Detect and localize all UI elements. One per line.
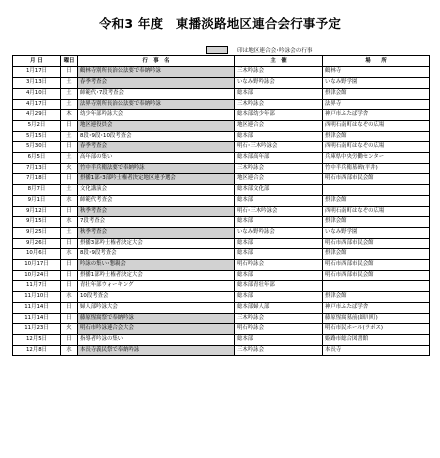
day-cell: 火 [61, 324, 78, 335]
event-cell: 春季考査会 [78, 142, 235, 153]
day-cell: 土 [61, 227, 78, 238]
table-row [13, 249, 430, 260]
event-cell: 本長寺義民祭で奉納吟詠 [78, 345, 235, 356]
day-cell: 土 [61, 99, 78, 110]
table-body [13, 67, 430, 356]
table-row [13, 99, 430, 110]
date-cell: 5月2日 [13, 120, 61, 131]
day-cell: 土 [61, 131, 78, 142]
day-cell: 日 [61, 174, 78, 185]
host-cell: 総本部幼少年部 [235, 110, 323, 121]
day-cell: 土 [61, 185, 78, 196]
place-cell: 神戸市ふたば学舎 [323, 110, 430, 121]
day-cell: 火 [61, 163, 78, 174]
event-cell: 7段考査会 [78, 217, 235, 228]
host-cell: 総本部青壮年部 [235, 281, 323, 292]
event-cell: 8段･9段･10段考査会 [78, 131, 235, 142]
event-cell: 高年部の集い [78, 153, 235, 164]
place-cell: 西明石南町はなぞの広場 [323, 206, 430, 217]
table-row [13, 270, 430, 281]
host-cell: 総本部 [235, 249, 323, 260]
date-cell: 9月12日 [13, 206, 61, 217]
table-row [13, 302, 430, 313]
day-cell: 日 [61, 313, 78, 324]
table-row [13, 334, 430, 345]
event-cell: 摂播1部･3部吟士権者決定地区連予選会 [78, 174, 235, 185]
day-cell: 日 [61, 238, 78, 249]
date-cell: 7月18日 [13, 174, 61, 185]
table-row [13, 313, 430, 324]
table-row [13, 292, 430, 303]
host-cell: いなみ野吟詠会 [235, 78, 323, 89]
event-cell: 地区連役員会 [78, 120, 235, 131]
header-host: 主 催 [235, 56, 323, 67]
header-row [13, 56, 430, 67]
place-cell: 神戸市ふたば学舎 [323, 302, 430, 313]
date-cell: 10月17日 [13, 260, 61, 271]
header-day: 曜日 [61, 56, 78, 67]
day-cell: 日 [61, 67, 78, 78]
day-cell: 日 [61, 260, 78, 271]
day-cell: 土 [61, 78, 78, 89]
day-cell: 日 [61, 206, 78, 217]
place-cell: 法界寺 [323, 99, 430, 110]
date-cell: 3月13日 [13, 78, 61, 89]
table-row [13, 110, 430, 121]
host-cell: 総本部 [235, 131, 323, 142]
event-cell: 幼少年部吟詠大会 [78, 110, 235, 121]
event-cell: 師範代考査会 [78, 195, 235, 206]
table-row [13, 206, 430, 217]
table-row [13, 131, 430, 142]
date-cell: 10月6日 [13, 249, 61, 260]
table-row [13, 238, 430, 249]
date-cell: 9月25日 [13, 227, 61, 238]
host-cell: 三木吟詠会 [235, 67, 323, 78]
date-cell: 4月29日 [13, 110, 61, 121]
place-cell: 摂津会館 [323, 249, 430, 260]
host-cell: 総本部 [235, 270, 323, 281]
host-cell: 地区連合会 [235, 174, 323, 185]
date-cell: 9月26日 [13, 238, 61, 249]
day-cell: 日 [61, 142, 78, 153]
event-cell: 明石市吟詠連合会大会 [78, 324, 235, 335]
table-row [13, 78, 430, 89]
host-cell: 明石･三木吟詠会 [235, 142, 323, 153]
date-cell: 11月14日 [13, 302, 61, 313]
legend-text: 印は地区連合会･吟詠会の行事 [237, 48, 313, 54]
table-row [13, 195, 430, 206]
host-cell: 総本部 [235, 238, 323, 249]
host-cell: 総本部 [235, 334, 323, 345]
event-cell: 吟詠の集い･懇親会 [78, 260, 235, 271]
day-cell: 日 [61, 120, 78, 131]
date-cell: 10月24日 [13, 270, 61, 281]
day-cell: 水 [61, 217, 78, 228]
place-cell: 西明石南町はなぞの広場 [323, 120, 430, 131]
host-cell: 明石吟詠会 [235, 260, 323, 271]
date-cell: 9月15日 [13, 217, 61, 228]
event-cell: 10段考査会 [78, 292, 235, 303]
event-cell: 秋季考査会 [78, 206, 235, 217]
event-cell: 師範代･7段考査会 [78, 88, 235, 99]
date-cell: 8月7日 [13, 185, 61, 196]
date-cell: 11月7日 [13, 281, 61, 292]
event-cell: 摂播1部吟士権者決定大会 [78, 270, 235, 281]
day-cell: 日 [61, 270, 78, 281]
place-cell: 明石市西部市民会館 [323, 270, 430, 281]
table-row [13, 153, 430, 164]
host-cell: 総本部 [235, 88, 323, 99]
place-cell: いなみ野学園 [323, 78, 430, 89]
page-title: 令和3 年度 東播淡路地区連合会行事予定 [98, 16, 342, 31]
host-cell: 総本部高年部 [235, 153, 323, 164]
header-event: 行 事 名 [78, 56, 235, 67]
host-cell: 総本部 [235, 195, 323, 206]
day-cell: 日 [61, 334, 78, 345]
host-cell: 総本部婦人部 [235, 302, 323, 313]
table-row [13, 345, 430, 356]
day-cell: 水 [61, 195, 78, 206]
place-cell: いなみ野学園 [323, 227, 430, 238]
place-cell: 明石市西部市民会館 [323, 238, 430, 249]
place-cell: 西明石南町はなぞの広場 [323, 142, 430, 153]
event-cell: 秋季考査会 [78, 227, 235, 238]
day-cell: 木 [61, 110, 78, 121]
table-row [13, 260, 430, 271]
date-cell: 11月10日 [13, 292, 61, 303]
header-place: 場 所 [323, 56, 430, 67]
event-cell: 8段･9段考査会 [78, 249, 235, 260]
table-row [13, 217, 430, 228]
place-cell: 明石市西部市民会館 [323, 260, 430, 271]
place-cell: 兵庫県中央労働センター [323, 153, 430, 164]
table-row [13, 324, 430, 335]
host-cell: 総本部文化部 [235, 185, 323, 196]
place-cell: 明石市西部市民会館 [323, 174, 430, 185]
day-cell: 土 [61, 153, 78, 164]
place-cell: 摂津会館 [323, 131, 430, 142]
date-cell: 4月17日 [13, 99, 61, 110]
table-row [13, 185, 430, 196]
date-cell: 4月10日 [13, 88, 61, 99]
table-row [13, 163, 430, 174]
host-cell: 三木吟詠会 [235, 163, 323, 174]
place-cell: 姫路市総合図書館 [323, 334, 430, 345]
table-row [13, 174, 430, 185]
event-cell: 摂播3部吟士権者決定大会 [78, 238, 235, 249]
event-cell: 法界寺別所長治公法要で奉納吟詠 [78, 99, 235, 110]
host-cell: 総本部 [235, 292, 323, 303]
host-cell: 総本部 [235, 217, 323, 228]
host-cell: 明石･三木吟詠会 [235, 206, 323, 217]
host-cell: 三木吟詠会 [235, 345, 323, 356]
event-cell: 青壮年部ウォーキング [78, 281, 235, 292]
place-cell [323, 185, 430, 196]
place-cell: 竹中半兵衛墓碑(平井) [323, 163, 430, 174]
header-date: 月 日 [13, 56, 61, 67]
place-cell: 藤原惺窩墓前(細川町) [323, 313, 430, 324]
date-cell: 5月30日 [13, 142, 61, 153]
host-cell: 地区連合会 [235, 120, 323, 131]
host-cell: いなみ野吟詠会 [235, 227, 323, 238]
day-cell: 日 [61, 281, 78, 292]
place-cell: 鶴林寺 [323, 67, 430, 78]
date-cell: 12月5日 [13, 334, 61, 345]
place-cell: 摂津会館 [323, 217, 430, 228]
schedule-table [12, 55, 430, 356]
date-cell: 9月1日 [13, 195, 61, 206]
day-cell: 土 [61, 88, 78, 99]
event-cell: 文化講演会 [78, 185, 235, 196]
place-cell: 明石市民ホール(ラポス) [323, 324, 430, 335]
host-cell: 三木吟詠会 [235, 313, 323, 324]
table-row [13, 281, 430, 292]
date-cell: 6月5日 [13, 153, 61, 164]
place-cell: 摂津会館 [323, 195, 430, 206]
table-row [13, 120, 430, 131]
date-cell: 5月15日 [13, 131, 61, 142]
date-cell: 11月23日 [13, 324, 61, 335]
day-cell: 水 [61, 292, 78, 303]
table-row [13, 142, 430, 153]
event-cell: 春季考査会 [78, 78, 235, 89]
place-cell: 本長寺 [323, 345, 430, 356]
day-cell: 日 [61, 302, 78, 313]
day-cell: 水 [61, 249, 78, 260]
place-cell [323, 281, 430, 292]
place-cell: 摂津会館 [323, 292, 430, 303]
host-cell: 明石吟詠会 [235, 324, 323, 335]
table-row [13, 67, 430, 78]
event-cell: 竹中半兵衛法要で奉納吟詠 [78, 163, 235, 174]
event-cell: 婦人部吟詠大会 [78, 302, 235, 313]
place-cell: 摂津会館 [323, 88, 430, 99]
host-cell: 三木吟詠会 [235, 99, 323, 110]
day-cell: 水 [61, 345, 78, 356]
event-cell: 藤原惺窩祭で奉納吟詠 [78, 313, 235, 324]
legend-swatch [206, 46, 228, 54]
table-row [13, 88, 430, 99]
date-cell: 1月17日 [13, 67, 61, 78]
event-cell: 鶴林寺別所長治公法要で奉納吟詠 [78, 67, 235, 78]
event-cell: 指導者吟詠の集い [78, 334, 235, 345]
legend [206, 46, 313, 54]
date-cell: 11月14日 [13, 313, 61, 324]
date-cell: 12月8日 [13, 345, 61, 356]
date-cell: 7月13日 [13, 163, 61, 174]
table-row [13, 227, 430, 238]
